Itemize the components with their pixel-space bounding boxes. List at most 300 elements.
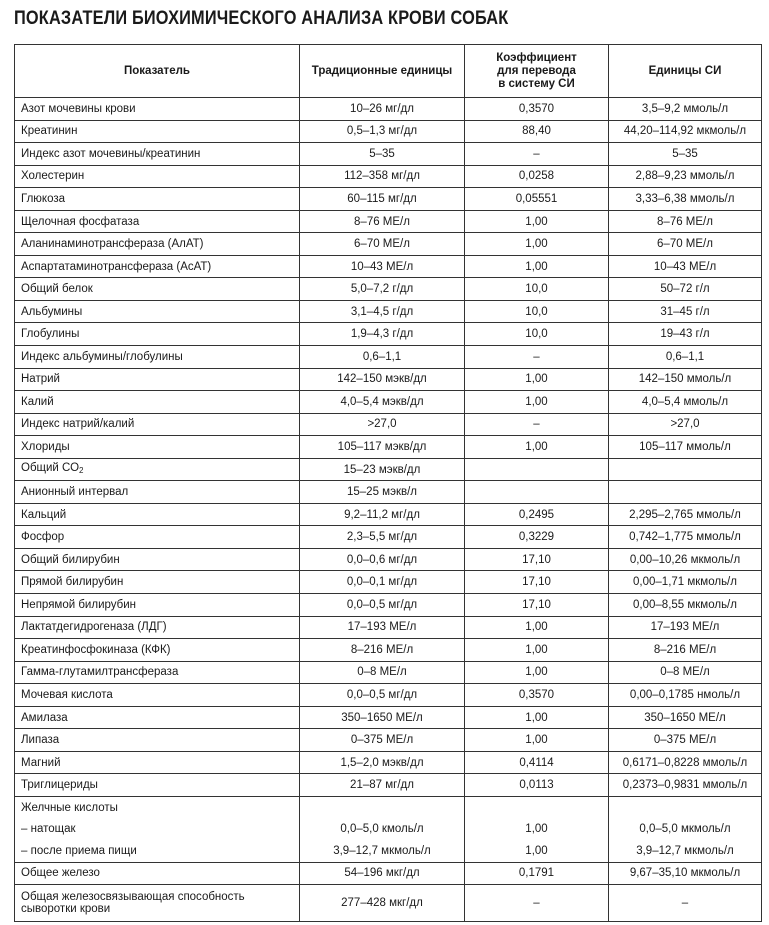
cell-coefficient-text: 17,10	[522, 553, 551, 566]
cell-coefficient-text: –	[533, 418, 540, 431]
cell-indicator-text: Креатинфосфокиназа (КФК)	[21, 643, 171, 656]
cell-si-text: 0,742–1,775 ммоль/л	[629, 531, 741, 544]
cell-coefficient-text: 0,0113	[519, 779, 554, 792]
cell-traditional	[300, 278, 465, 301]
cell-indicator	[15, 98, 300, 121]
cell-indicator	[15, 796, 300, 818]
cell-traditional-text: 5–35	[369, 147, 395, 160]
cell-indicator	[15, 458, 300, 481]
cell-traditional-text: 0,0–0,6 мг/дл	[346, 553, 418, 566]
cell-si-text: 0,00–0,1785 нмоль/л	[629, 688, 741, 701]
table-row	[15, 458, 762, 481]
cell-coefficient-text: 1,00	[525, 373, 548, 386]
cell-coefficient	[465, 819, 609, 841]
cell-indicator	[15, 120, 300, 143]
cell-coefficient	[465, 165, 609, 188]
cell-traditional-text: 350–1650 МЕ/л	[341, 711, 423, 724]
cell-indicator	[15, 188, 300, 211]
cell-si	[609, 165, 762, 188]
cell-traditional-text: 5,0–7,2 г/дл	[350, 283, 414, 296]
cell-si	[609, 774, 762, 797]
cell-traditional	[300, 639, 465, 662]
cell-si-text: 0,6171–0,8228 ммоль/л	[622, 756, 748, 769]
cell-indicator-text: Глюкоза	[21, 192, 66, 205]
cell-si	[609, 346, 762, 369]
cell-si	[609, 840, 762, 862]
cell-si-text: 3,5–9,2 ммоль/л	[641, 102, 729, 115]
cell-traditional	[300, 661, 465, 684]
cell-indicator	[15, 278, 300, 301]
cell-coefficient	[465, 368, 609, 391]
cell-coefficient	[465, 481, 609, 504]
table-row	[15, 862, 762, 885]
cell-indicator	[15, 684, 300, 707]
cell-traditional	[300, 594, 465, 617]
cell-indicator-text: Азот мочевины крови	[21, 102, 136, 115]
cell-traditional	[300, 862, 465, 885]
cell-indicator-text: Гамма-глутамилтрансфераза	[21, 666, 179, 679]
cell-indicator	[15, 391, 300, 414]
cell-indicator	[15, 165, 300, 188]
cell-traditional-text: 1,5–2,0 мэкв/дл	[340, 756, 424, 769]
cell-si	[609, 885, 762, 922]
cell-si-text: 5–35	[672, 147, 698, 160]
cell-si-text: 0–375 МЕ/л	[653, 734, 717, 747]
cell-traditional	[300, 526, 465, 549]
table-row	[15, 729, 762, 752]
header-traditional: Традиционные единицы	[300, 45, 465, 98]
cell-indicator	[15, 571, 300, 594]
cell-coefficient	[465, 661, 609, 684]
cell-coefficient	[465, 98, 609, 121]
cell-traditional	[300, 616, 465, 639]
cell-traditional	[300, 729, 465, 752]
cell-traditional	[300, 751, 465, 774]
cell-indicator-text: Непрямой билирубин	[21, 598, 136, 611]
cell-coefficient-text: 1,00	[525, 823, 548, 836]
cell-indicator	[15, 751, 300, 774]
table-row	[15, 165, 762, 188]
cell-coefficient	[465, 503, 609, 526]
cell-si-text: –	[681, 897, 689, 910]
cell-coefficient	[465, 751, 609, 774]
cell-si-text: 19–43 г/л	[660, 328, 710, 341]
cell-traditional-text: 8–216 МЕ/л	[350, 643, 414, 656]
cell-si-text: >27,0	[670, 418, 700, 431]
cell-si	[609, 188, 762, 211]
cell-traditional-text: 9,2–11,2 мг/дл	[344, 508, 420, 521]
cell-si-text: 9,67–35,10 мкмоль/л	[629, 867, 741, 880]
table-row	[15, 840, 762, 862]
cell-si	[609, 458, 762, 481]
table-row	[15, 819, 762, 841]
cell-traditional-text: 3,9–12,7 мкмоль/л	[333, 844, 431, 857]
cell-traditional-text: 0–8 МЕ/л	[357, 666, 407, 679]
cell-coefficient	[465, 639, 609, 662]
cell-coefficient-text: 1,00	[525, 395, 548, 408]
cell-indicator	[15, 774, 300, 797]
cell-indicator	[15, 885, 300, 922]
cell-indicator-text: Амилаза	[21, 711, 68, 724]
header-coefficient	[465, 45, 609, 98]
table-row	[15, 323, 762, 346]
cell-traditional-text: 6–70 МЕ/л	[354, 238, 410, 251]
cell-coefficient-text: 0,3229	[518, 531, 555, 544]
table-row	[15, 278, 762, 301]
cell-coefficient-text: 88,40	[522, 125, 551, 138]
cell-si-text: 105–117 ммоль/л	[639, 440, 731, 453]
cell-si	[609, 300, 762, 323]
cell-traditional	[300, 436, 465, 459]
cell-coefficient-text: 1,00	[525, 711, 548, 724]
cell-indicator-text: Лактатдегидрогеназа (ЛДГ)	[21, 621, 167, 634]
cell-indicator	[15, 706, 300, 729]
cell-coefficient	[465, 413, 609, 436]
cell-si	[609, 684, 762, 707]
cell-si-text: 6–70 МЕ/л	[657, 238, 713, 251]
header-name: Показатель	[15, 45, 300, 98]
cell-traditional-text: 0,5–1,3 мг/дл	[346, 125, 418, 138]
subscript: 2	[79, 466, 84, 476]
cell-coefficient-text: 10,0	[525, 283, 548, 296]
cell-coefficient	[465, 774, 609, 797]
cell-indicator-text: Креатинин	[21, 125, 78, 138]
cell-coefficient-text: 1,00	[525, 844, 548, 857]
cell-indicator-text: Анионный интервал	[21, 486, 129, 499]
cell-traditional	[300, 413, 465, 436]
cell-traditional	[300, 458, 465, 481]
cell-indicator	[15, 639, 300, 662]
cell-si	[609, 729, 762, 752]
cell-traditional	[300, 684, 465, 707]
cell-traditional	[300, 503, 465, 526]
cell-traditional	[300, 840, 465, 862]
cell-traditional	[300, 346, 465, 369]
table-row	[15, 98, 762, 121]
cell-si	[609, 571, 762, 594]
cell-indicator-text: Общий билирубин	[21, 553, 120, 566]
cell-indicator-text: Фосфор	[21, 531, 65, 544]
cell-indicator	[15, 616, 300, 639]
table-row	[15, 413, 762, 436]
cell-si	[609, 862, 762, 885]
cell-indicator-text: – натощак	[21, 823, 76, 836]
table-row	[15, 143, 762, 166]
cell-si-text: 0,00–1,71 мкмоль/л	[633, 576, 737, 589]
cell-indicator	[15, 503, 300, 526]
cell-si	[609, 143, 762, 166]
cell-coefficient-text: 1,00	[525, 621, 548, 634]
cell-indicator-text: Аспартатаминотрансфераза (АсАТ)	[21, 260, 212, 273]
cell-coefficient	[465, 796, 609, 818]
cell-indicator-text: Общий СО	[21, 462, 80, 475]
cell-traditional	[300, 774, 465, 797]
cell-coefficient	[465, 862, 609, 885]
cell-indicator-text: Холестерин	[21, 170, 85, 183]
table-row	[15, 751, 762, 774]
cell-traditional-text: 60–115 мг/дл	[347, 192, 417, 205]
cell-indicator	[15, 368, 300, 391]
cell-si-text: 0–8 МЕ/л	[660, 666, 710, 679]
cell-traditional	[300, 481, 465, 504]
cell-si	[609, 368, 762, 391]
cell-si	[609, 98, 762, 121]
cell-traditional-text: 4,0–5,4 мэкв/дл	[340, 395, 424, 408]
cell-indicator-text: Общая железосвязывающая способность сыворотки крови	[21, 891, 245, 916]
cell-indicator-text: Натрий	[21, 373, 60, 386]
cell-coefficient	[465, 616, 609, 639]
cell-si-text: 0,6–1,1	[665, 350, 705, 363]
cell-traditional-text: 105–117 мэкв/дл	[337, 440, 427, 453]
cell-traditional	[300, 98, 465, 121]
biochemistry-table	[14, 44, 762, 922]
cell-indicator-text: Кальций	[21, 508, 67, 521]
table-row	[15, 391, 762, 414]
cell-si	[609, 796, 762, 818]
cell-traditional	[300, 143, 465, 166]
cell-traditional	[300, 368, 465, 391]
cell-si-text: 31–45 г/л	[660, 305, 710, 318]
cell-indicator	[15, 862, 300, 885]
cell-si	[609, 639, 762, 662]
cell-indicator	[15, 548, 300, 571]
cell-traditional-text: 142–150 мэкв/дл	[337, 373, 427, 386]
cell-si-text: 2,295–2,765 ммоль/л	[629, 508, 741, 521]
cell-coefficient-text: 1,00	[525, 440, 548, 453]
cell-indicator-text: Общий белок	[21, 283, 93, 296]
cell-traditional-text: 10–26 мг/дл	[350, 102, 414, 115]
cell-si	[609, 819, 762, 841]
cell-si-text: 0,00–10,26 мкмоль/л	[629, 553, 741, 566]
table-row	[15, 255, 762, 278]
cell-indicator	[15, 661, 300, 684]
header-coefficient-line3: в систему СИ	[498, 77, 575, 90]
table-row	[15, 503, 762, 526]
cell-coefficient	[465, 706, 609, 729]
cell-traditional-text: 54–196 мкг/дл	[344, 867, 420, 880]
cell-coefficient-text: 17,10	[522, 598, 551, 611]
cell-traditional	[300, 391, 465, 414]
table-row	[15, 120, 762, 143]
cell-si	[609, 706, 762, 729]
table-row	[15, 616, 762, 639]
table-row	[15, 188, 762, 211]
cell-traditional-text: 15–25 мэкв/л	[347, 486, 417, 499]
cell-coefficient-text: 10,0	[525, 305, 548, 318]
cell-si-text: 0,2373–0,9831 ммоль/л	[622, 779, 748, 792]
cell-si-text: 8–216 МЕ/л	[653, 643, 717, 656]
cell-indicator	[15, 255, 300, 278]
cell-coefficient-text: 0,4114	[519, 756, 554, 769]
table-row	[15, 300, 762, 323]
cell-coefficient	[465, 143, 609, 166]
cell-traditional	[300, 706, 465, 729]
table-row	[15, 774, 762, 797]
cell-coefficient-text: 0,2495	[518, 508, 555, 521]
cell-indicator-text: Индекс альбумины/глобулины	[21, 350, 183, 363]
cell-traditional	[300, 210, 465, 233]
cell-traditional	[300, 885, 465, 922]
cell-si-text: 3,33–6,38 ммоль/л	[635, 192, 735, 205]
cell-indicator-text: Индекс натрий/калий	[21, 418, 135, 431]
cell-traditional-text: 112–358 мг/дл	[344, 170, 420, 183]
cell-indicator-text: Мочевая кислота	[21, 688, 113, 701]
cell-traditional-text: 277–428 мкг/дл	[341, 897, 423, 910]
cell-traditional	[300, 323, 465, 346]
cell-traditional-text: 0–375 МЕ/л	[350, 734, 414, 747]
cell-coefficient	[465, 729, 609, 752]
cell-si-text: 2,88–9,23 ммоль/л	[635, 170, 735, 183]
cell-si-text: 50–72 г/л	[660, 283, 710, 296]
cell-traditional	[300, 233, 465, 256]
cell-indicator	[15, 729, 300, 752]
cell-coefficient-text: 10,0	[525, 328, 548, 341]
cell-coefficient	[465, 684, 609, 707]
table-row	[15, 233, 762, 256]
cell-si	[609, 503, 762, 526]
cell-traditional	[300, 300, 465, 323]
cell-indicator	[15, 300, 300, 323]
cell-si-text: 0,0–5,0 мкмоль/л	[639, 823, 731, 836]
cell-traditional	[300, 188, 465, 211]
cell-si-text: 142–150 ммоль/л	[638, 373, 732, 386]
cell-si	[609, 594, 762, 617]
table-row	[15, 481, 762, 504]
cell-coefficient-text: –	[533, 350, 540, 363]
cell-traditional-text: 10–43 МЕ/л	[350, 260, 414, 273]
cell-si	[609, 255, 762, 278]
header-si: Единицы СИ	[609, 45, 762, 98]
cell-coefficient-text: 0,3570	[518, 688, 555, 701]
cell-indicator	[15, 594, 300, 617]
cell-coefficient	[465, 594, 609, 617]
cell-indicator-text: Прямой билирубин	[21, 576, 124, 589]
cell-coefficient	[465, 436, 609, 459]
cell-coefficient	[465, 210, 609, 233]
cell-traditional-text: 0,6–1,1	[362, 350, 402, 363]
cell-si-text: 350–1650 МЕ/л	[644, 711, 726, 724]
cell-coefficient	[465, 458, 609, 481]
cell-indicator-text: Липаза	[21, 734, 60, 747]
cell-coefficient-text: 17,10	[522, 576, 551, 589]
cell-traditional	[300, 255, 465, 278]
cell-indicator-text: Триглицериды	[21, 779, 98, 792]
cell-traditional-text: 21–87 мг/дл	[350, 779, 414, 792]
cell-indicator	[15, 233, 300, 256]
table-row	[15, 885, 762, 922]
header-coefficient-line1: Коэффициент	[496, 51, 577, 64]
cell-traditional-text: 0,0–0,1 мг/дл	[346, 576, 418, 589]
cell-traditional-text: >27,0	[367, 418, 397, 431]
cell-si	[609, 210, 762, 233]
cell-si	[609, 413, 762, 436]
cell-si-text: 44,20–114,92 мкмоль/л	[623, 125, 747, 138]
cell-si-text: 8–76 МЕ/л	[657, 215, 713, 228]
cell-traditional-text: 2,3–5,5 мг/дл	[346, 531, 418, 544]
cell-traditional	[300, 819, 465, 841]
cell-si	[609, 751, 762, 774]
cell-si	[609, 323, 762, 346]
cell-si-text: 17–193 МЕ/л	[650, 621, 720, 634]
cell-coefficient-text: 0,1791	[518, 867, 555, 880]
cell-indicator	[15, 143, 300, 166]
cell-indicator-text: Желчные кислоты	[21, 801, 118, 814]
cell-coefficient	[465, 548, 609, 571]
cell-indicator-text: Индекс азот мочевины/креатинин	[21, 147, 201, 160]
cell-traditional-text: 1,9–4,3 г/дл	[350, 328, 414, 341]
cell-coefficient-text: 0,3570	[518, 102, 555, 115]
cell-indicator-text: Калий	[21, 395, 54, 408]
cell-indicator-text: Альбумины	[21, 305, 83, 318]
cell-indicator	[15, 413, 300, 436]
cell-traditional-text: 17–193 МЕ/л	[347, 621, 417, 634]
cell-coefficient-text: 0,05551	[515, 192, 558, 205]
cell-si-text: 10–43 МЕ/л	[653, 260, 717, 273]
cell-coefficient-text: 1,00	[525, 238, 548, 251]
table-row	[15, 796, 762, 818]
cell-coefficient-text: 1,00	[525, 734, 548, 747]
cell-si	[609, 436, 762, 459]
cell-indicator	[15, 346, 300, 369]
cell-si	[609, 481, 762, 504]
table-row	[15, 684, 762, 707]
cell-traditional-text: 3,1–4,5 г/дл	[350, 305, 414, 318]
cell-traditional-text: 0,0–0,5 мг/дл	[346, 688, 418, 701]
cell-coefficient-text: 1,00	[525, 215, 548, 228]
table-row	[15, 571, 762, 594]
header-row	[15, 45, 762, 98]
cell-si	[609, 120, 762, 143]
page-title: ПОКАЗАТЕЛИ БИОХИМИЧЕСКОГО АНАЛИЗА КРОВИ СОБАК	[14, 8, 509, 29]
table-row	[15, 346, 762, 369]
cell-si	[609, 661, 762, 684]
cell-coefficient	[465, 571, 609, 594]
cell-indicator	[15, 840, 300, 862]
header-coefficient-line2: для перевода	[497, 64, 576, 77]
table-row	[15, 436, 762, 459]
cell-coefficient	[465, 323, 609, 346]
cell-traditional-text: 8–76 МЕ/л	[354, 215, 410, 228]
cell-coefficient	[465, 300, 609, 323]
cell-si	[609, 548, 762, 571]
cell-traditional	[300, 796, 465, 818]
cell-indicator-text: Глобулины	[21, 328, 80, 341]
cell-si	[609, 526, 762, 549]
cell-coefficient	[465, 120, 609, 143]
cell-indicator-text: Общее железо	[21, 867, 100, 880]
table-body	[15, 98, 762, 922]
cell-si-text: 3,9–12,7 мкмоль/л	[636, 844, 734, 857]
cell-si-text: 4,0–5,4 ммоль/л	[641, 395, 729, 408]
cell-coefficient	[465, 840, 609, 862]
cell-coefficient-text: 1,00	[525, 260, 548, 273]
table-row	[15, 210, 762, 233]
cell-traditional	[300, 165, 465, 188]
cell-si	[609, 233, 762, 256]
cell-coefficient-text: –	[533, 147, 540, 160]
cell-traditional	[300, 571, 465, 594]
cell-coefficient	[465, 233, 609, 256]
cell-indicator	[15, 481, 300, 504]
cell-coefficient-text: 1,00	[525, 666, 548, 679]
cell-si	[609, 278, 762, 301]
cell-si-text: 0,00–8,55 мкмоль/л	[633, 598, 737, 611]
table-row	[15, 368, 762, 391]
cell-indicator	[15, 210, 300, 233]
cell-coefficient	[465, 278, 609, 301]
cell-coefficient	[465, 255, 609, 278]
cell-indicator-text: – после приема пищи	[21, 844, 137, 857]
